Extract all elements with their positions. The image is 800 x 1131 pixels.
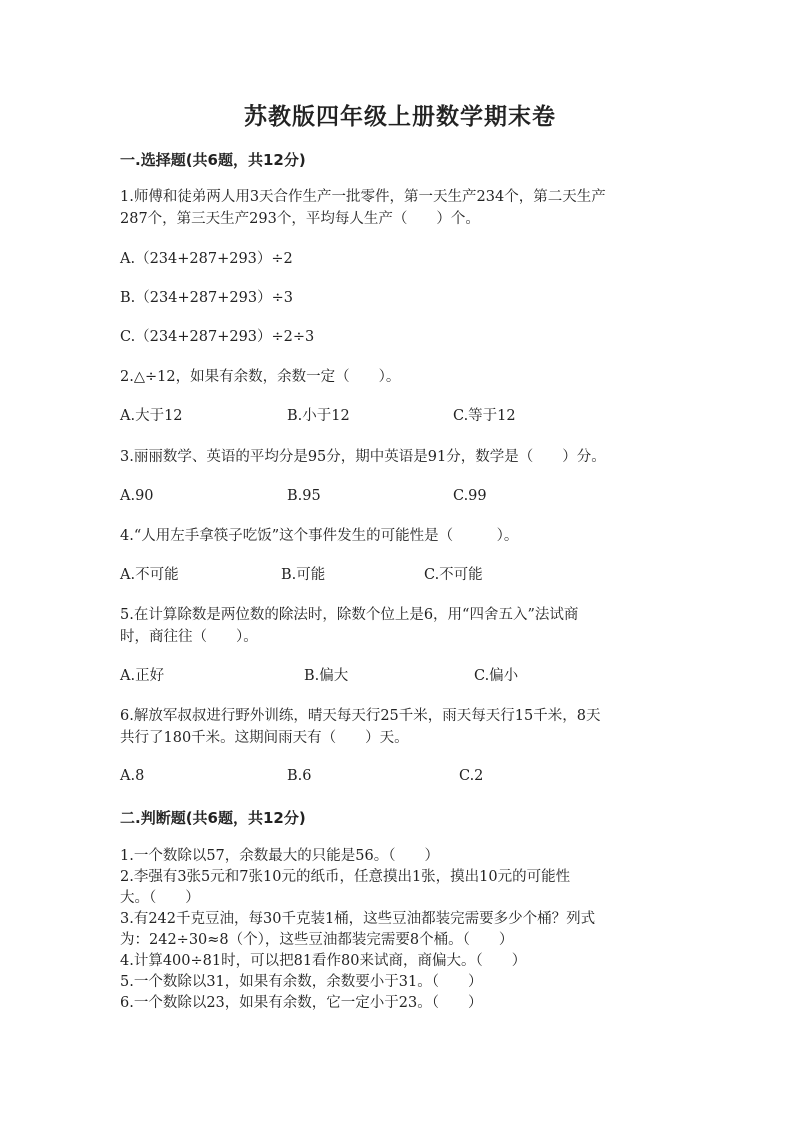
question-1-option-a: A.（234+287+293）÷2	[120, 251, 293, 267]
judgement-line-8: 6.一个数除以23，如果有余数，它一定小于23。（ ）	[120, 995, 483, 1011]
question-6-option-a: A.8	[120, 768, 145, 784]
question-3-option-b: B.95	[287, 488, 321, 504]
question-1-line-1: 1.师傅和徒弟两人用3天合作生产一批零件，第一天生产234个，第二天生产	[120, 189, 606, 205]
question-3-line-1: 3.丽丽数学、英语的平均分是95分，期中英语是91分，数学是（ ）分。	[120, 449, 606, 465]
judgement-line-1: 1.一个数除以57，余数最大的只能是56。（ ）	[120, 848, 439, 864]
question-4-option-c: C.不可能	[424, 567, 483, 583]
question-3-option-a: A.90	[120, 488, 154, 504]
judgement-line-5: 为：242÷30≈8（个），这些豆油都装完需要8个桶。（ ）	[120, 932, 514, 948]
judgement-line-2: 2.李强有3张5元和7张10元的纸币，任意摸出1张，摸出10元的可能性	[120, 869, 571, 885]
judgement-line-3: 大。（ ）	[120, 890, 200, 906]
question-6-option-c: C.2	[459, 768, 484, 784]
question-4-option-a: A.不可能	[120, 567, 179, 583]
question-6-line-1: 6.解放军叔叔进行野外训练，晴天每天行25千米，雨天每天行15千米，8天	[120, 708, 601, 724]
question-2-option-a: A.大于12	[120, 408, 183, 424]
question-2-option-c: C.等于12	[453, 408, 516, 424]
question-1-option-c: C.（234+287+293）÷2÷3	[120, 329, 315, 345]
section-heading-judgement: 二.判断题(共6题，共12分)	[120, 809, 306, 827]
question-5-option-a: A.正好	[120, 668, 165, 684]
judgement-line-7: 5.一个数除以31，如果有余数，余数要小于31。（ ）	[120, 974, 483, 990]
question-5-line-1: 5.在计算除数是两位数的除法时，除数个位上是6，用“四舍五入”法试商	[120, 607, 579, 623]
question-6-option-b: B.6	[287, 768, 312, 784]
section-heading-choice: 一.选择题(共6题，共12分)	[120, 151, 306, 169]
question-3-option-c: C.99	[453, 488, 487, 504]
page-title: 苏教版四年级上册数学期末卷	[244, 104, 556, 130]
judgement-line-4: 3.有242千克豆油，每30千克装1桶，这些豆油都装完需要多少个桶？列式	[120, 911, 596, 927]
judgement-line-6: 4.计算400÷81时，可以把81看作80来试商，商偏大。（ ）	[120, 953, 527, 969]
question-2-option-b: B.小于12	[287, 408, 350, 424]
question-1-line-2: 287个，第三天生产293个，平均每人生产（ ）个。	[120, 211, 480, 227]
question-5-line-2: 时，商往往（ ）。	[120, 629, 258, 645]
question-4-line-1: 4.“人用左手拿筷子吃饭”这个事件发生的可能性是（ ）。	[120, 528, 519, 544]
question-1-option-b: B.（234+287+293）÷3	[120, 290, 293, 306]
question-2-line-1: 2.△÷12，如果有余数，余数一定（ ）。	[120, 369, 401, 385]
question-6-line-2: 共行了180千米。这期间雨天有（ ）天。	[120, 730, 409, 746]
question-4-option-b: B.可能	[281, 567, 326, 583]
question-5-option-c: C.偏小	[474, 668, 519, 684]
question-5-option-b: B.偏大	[304, 668, 349, 684]
